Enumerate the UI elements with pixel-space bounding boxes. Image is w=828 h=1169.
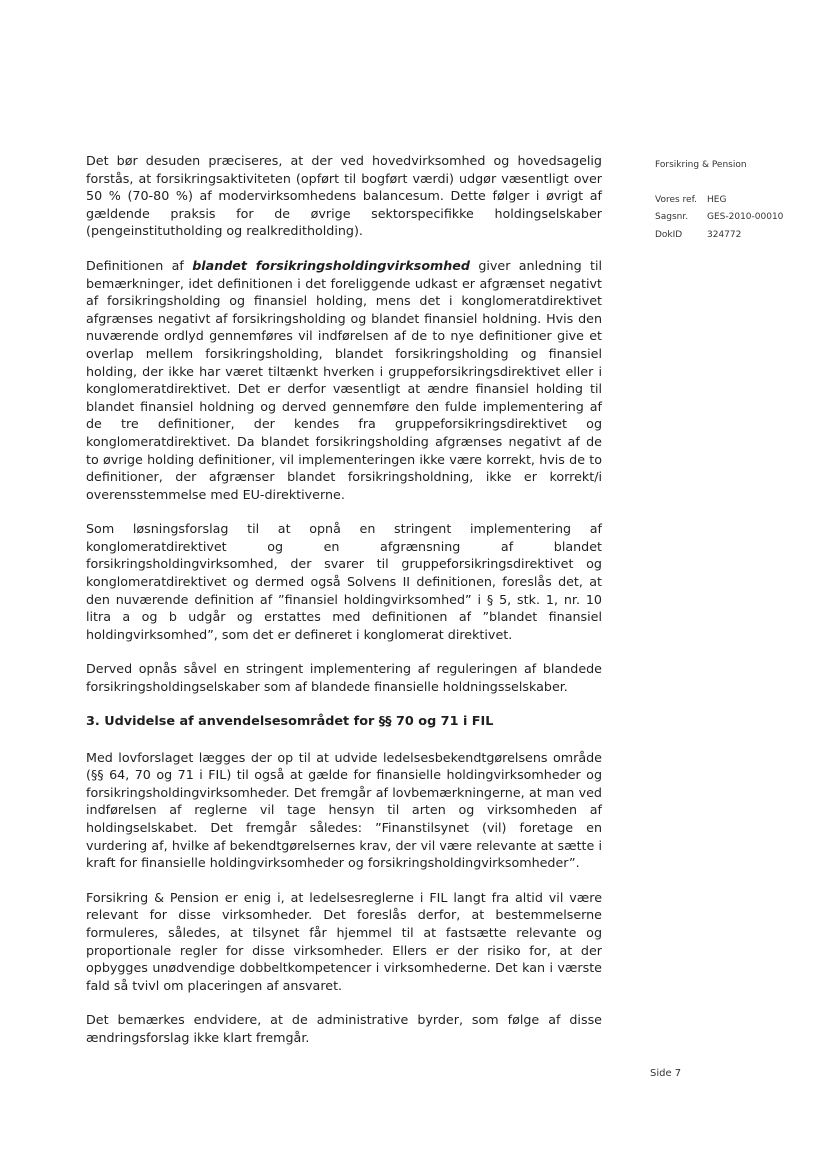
paragraph-management-rules: Med lovforslaget lægges der op til at udvide ledelsesbekendtgørelsens område (§§ 64, 70 og 71 i FIL) til også at gælde for finansielle holdingvirksomheder og forsikringsholdingvirksomheder. Det fremgår af lovbemærkningerne, at man ved indførelsen af reglerne vil tage hensyn til arten og virksomheden af holdingselskabet. Det fremgår således: ”Finanstilsynet (vil) foretage en vurdering af, hvilke af bekendtgørelsernes krav, der vil være relevante at sætte i kraft for finansielle holdingvirksomheder og forsikringsholdingvirksomheder”. [86,749,602,871]
organization-name: Forsikring & Pension [655,160,747,170]
paragraph-mixed-insurance-holding [86,257,602,503]
paragraph-conclusion: Derved opnås såvel en stringent implementering af reguleringen af blandede forsikringsholdingselskaber som af blandede finansielle holdningsselskaber. [86,661,602,695]
emphasized-term: blandet forsikringsholdingvirksomhed [192,257,470,273]
meta-row-docid [655,227,815,245]
meta-value: GES-2010-00010 [707,212,784,223]
page-number: Side 7 [650,1068,682,1079]
meta-label: Vores ref. [655,194,697,205]
meta-label: Sagsnr. [655,212,689,223]
meta-value: 324772 [707,229,742,240]
meta-label: DokID [655,229,683,240]
meta-row-case [655,209,815,227]
paragraph-fp-position: Forsikring & Pension er enig i, at ledelsesreglerne i FIL langt fra altid vil være relevant for disse virksomheder. Det foreslås derfor, at bestemmelserne formuleres, således, at tilsynet får hjemmel til at fastsætte relevante og proportionale regler for disse virksomheder. Ellers er der risiko for, at der opbygges unødvendige dobbeltkompetencer i virksomhederne. Det kan i værste fald så tvivl om placeringen af ansvaret. [86,889,602,993]
document-body [86,152,602,1064]
meta-row-ref [655,192,815,210]
section-heading: 3. Udvidelse af anvendelsesområdet for §§ 70 og 71 i FIL [86,713,494,729]
paragraph-rest: giver anledning til bemærkninger, idet definitionen i det foreliggende udkast er afgrænset negativt af forsikringsholding og finansiel holding, mens det i konglomeratdirektivet afgrænses negativt af forsikringsholding og blandet finansiel holdning. Hvis den nuværende ordlyd gennemføres vil indførelsen af de to nye definitioner give et overlap mellem forsikringsholding, blandet forsikringsholding og finansiel holding, der ikke har været tiltænkt hverken i gruppeforsikringsdirektivet eller i konglomeratdirektivet. Det er derfor væsentligt at ændre finansiel holding til blandet finansiel holdning og derved gennemføre den fulde implementering af de tre definitioner, der kendes fra gruppeforsikringsdirektivet og konglomeratdirektivet. Da blandet forsikringsholding afgrænses negativt af de to øvrige holding definitioner, vil implementeringen ikke være korrekt, hvis de to definitioner, der afgrænser blandet forsikringsholdning, ikke er korrekt/i overensstemmelse med EU-direktiverne. [86,257,602,502]
sidebar-metadata [655,157,815,244]
paragraph-solution-proposal: Som løsningsforslag til at opnå en stringent implementering af konglomeratdirektivet og en afgrænsning af blandet forsikringsholdingvirksomhed, der svarer til gruppeforsikringsdirektivet og konglomeratdirektivet og dermed også Solvens II definitionen, foreslås det, at den nuværende definition af ”finansiel holdingvirksomhed” i § 5, stk. 1, nr. 10 litra a og b udgår og erstattes med definitionen af ”blandet finansiel holdingvirksomhed”, som det er defineret i konglomerat direktivet. [86,521,602,642]
meta-value: HEG [707,194,727,205]
paragraph-prefix: Definitionen af [86,257,193,273]
paragraph-holding-definition: Det bør desuden præciseres, at der ved hovedvirksomhed og hovedsagelig forstås, at forsikringsaktiviteten (opført til bogført værdi) udgør væsentligt over 50 % (70-80 %) af modervirksomhedens balancesum. Dette følger i øvrigt af gældende praksis for de øvrige sektorspecifikke holdingselskaber (pengeinstitutholding og realkreditholding). [86,153,602,239]
paragraph-admin-burden: Det bemærkes endvidere, at de administrative byrder, som følge af disse ændringsforslag ikke klart fremgår. [86,1012,602,1045]
